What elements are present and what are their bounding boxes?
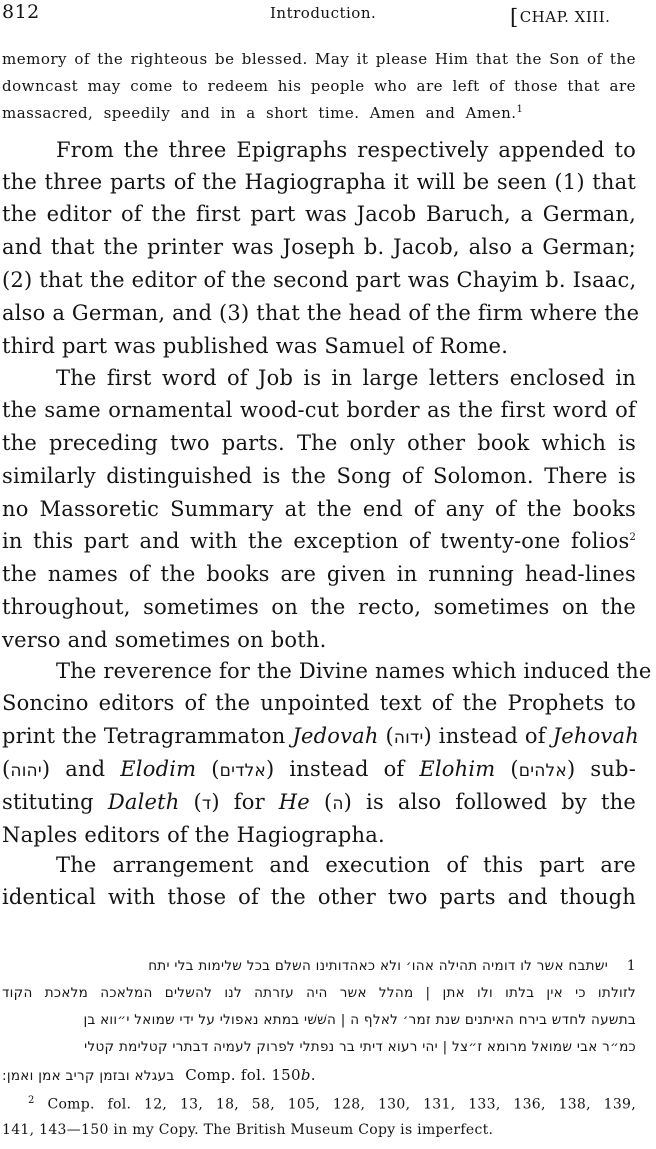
page-number: 812 (2, 1, 40, 23)
text-line-content: massacred, speedily and in a short time. Amen and Amen. (2, 104, 517, 122)
text-line: and that the printer was Joseph b. Jacob, also a German; (2, 235, 636, 259)
term-italic: Elohim (419, 757, 496, 781)
text-line: no Massoretic Summary at the end of any of the books (2, 497, 636, 521)
footnote-ref: 1 (516, 104, 524, 115)
text-line: also a German, and (3) that the head of the firm where the (2, 301, 640, 325)
footnote-2-line (28, 1095, 636, 1113)
hebrew-word: אלהים (518, 761, 567, 781)
text-line: (יהוה) and Elodim (אלדים) instead of Elohim (אלהים) sub- (2, 757, 636, 781)
footnote-2-text: Comp. fol. 12, 13, 18, 58, 105, 128, 130, 131, 133, 136, 138, 139, (47, 1096, 636, 1113)
text-line-content: in this part and with the exception of twenty-one folios (2, 529, 630, 553)
hebrew-word: ידוה (393, 728, 424, 748)
footnote-1-line (2, 985, 636, 1001)
text-line: the names of the books are given in running head-lines (2, 562, 636, 586)
text-line: similarly distinguished is the Song of Solomon. There is (2, 464, 636, 488)
text-line: throughout, sometimes on the recto, sometimes on the (2, 595, 636, 619)
text-line: The first word of Job is in large letters enclosed in (56, 366, 636, 390)
comp-reference (185, 1066, 316, 1084)
text-line: stituting Daleth (ד) for He (ה) is also followed by the (2, 790, 636, 814)
chapter-text: CHAP. XIII. (519, 8, 611, 26)
hebrew-word: אלדים (219, 761, 266, 781)
term-italic: He (278, 790, 310, 814)
text-segment: print the Tetragrammaton (2, 724, 293, 748)
running-title: Introduction. (270, 4, 377, 22)
comp-folio-side: b (300, 1066, 311, 1084)
text-line: Soncino editors of the unpointed text of the Prophets to (2, 691, 636, 715)
hebrew-word: יהוה (10, 761, 42, 781)
comp-text: Comp. fol. 150 (185, 1066, 301, 1084)
page-header (0, 0, 656, 30)
text-line: third part was published was Samuel of Rome. (2, 334, 509, 358)
text-line: From the three Epigraphs respectively appended to (56, 138, 636, 162)
term-italic: Elodim (120, 757, 197, 781)
text-line: downcast may come to redeem his people who are left of those that are (2, 77, 636, 95)
text-line: the preceding two parts. The only other book which is (2, 431, 636, 455)
comp-end: . (310, 1066, 316, 1084)
text-line: the three parts of the Hagiographa it will be seen (1) that (2, 170, 636, 194)
text-line: identical with those of the other two parts and though (2, 885, 636, 909)
text-line: verso and sometimes on both. (2, 628, 327, 652)
footnote-number: 1 (626, 958, 636, 974)
text-segment: instead of (274, 757, 420, 781)
footnote-1-line (2, 1012, 636, 1028)
text-segment: for (219, 790, 279, 814)
text-segment: and (50, 757, 121, 781)
hebrew-text: לזולתו כי אין בלתו ולו אתן | מהלל אשר היה עזרתה לנו להשלים המלאכה מלאכת הקוד (2, 985, 636, 1001)
hebrew-text: כמ״ר אבי שמואל מרומא ז״צל | יהי רעוא דיתי בר נפתלי לפרוק לעמיה דבתרי קטלימת קטלי (84, 1039, 636, 1055)
term-italic: Jehovah (552, 724, 639, 748)
bracket-glyph: [ (510, 5, 519, 29)
text-line (2, 529, 636, 553)
hebrew-letter: ה (332, 794, 344, 814)
text-segment: sub- (575, 757, 636, 781)
text-segment: is also followed by the (352, 790, 636, 814)
text-line: print the Tetragrammaton Jedovah (ידוה) instead of Jehovah (2, 724, 639, 748)
chapter-label (510, 3, 610, 27)
hebrew-letter: ד (201, 794, 212, 814)
text-segment: stituting (2, 790, 108, 814)
footnote-ref: 2 (629, 532, 636, 543)
text-line: the same ornamental wood-cut border as the first word of (2, 398, 636, 422)
text-line: (2) that the editor of the second part was Chayim b. Isaac, (2, 268, 637, 292)
term-italic: Daleth (107, 790, 180, 814)
footnote-2-line: 141, 143—150 in my Copy. The British Museum Copy is imperfect. (2, 1122, 494, 1138)
text-line: Naples editors of the Hagiographa. (2, 823, 385, 847)
text-line: the editor of the first part was Jacob Baruch, a German, (2, 202, 636, 226)
text-segment: instead of (431, 724, 553, 748)
footnote-1-line (2, 1066, 636, 1084)
text-line: The arrangement and execution of this part are (56, 853, 636, 877)
footnote-1-line (2, 1039, 636, 1055)
hebrew-text: בעגלא ובזמן קריב אמן ואמן: (2, 1068, 175, 1084)
text-line: The reverence for the Divine names which induced the (56, 659, 652, 683)
footnote-number: 2 (28, 1095, 35, 1106)
hebrew-text: בתשעה לחדש בירח האיתנים שנת זמר׳ לאלף ה | השׁשׁי במתא נאפולי על ידי שמואל י״ווא בן (83, 1012, 636, 1028)
text-line (2, 104, 636, 122)
text-line: memory of the righteous be blessed. May it please Him that the Son of the (2, 50, 636, 68)
hebrew-text: ישתבח אשר לו דומיה תהילה אהו׳ ולא כאהדותינו השלם בכל שלימות בלי יתח (148, 958, 609, 974)
term-italic: Jedovah (292, 724, 379, 748)
footnote-1-line (2, 958, 636, 974)
